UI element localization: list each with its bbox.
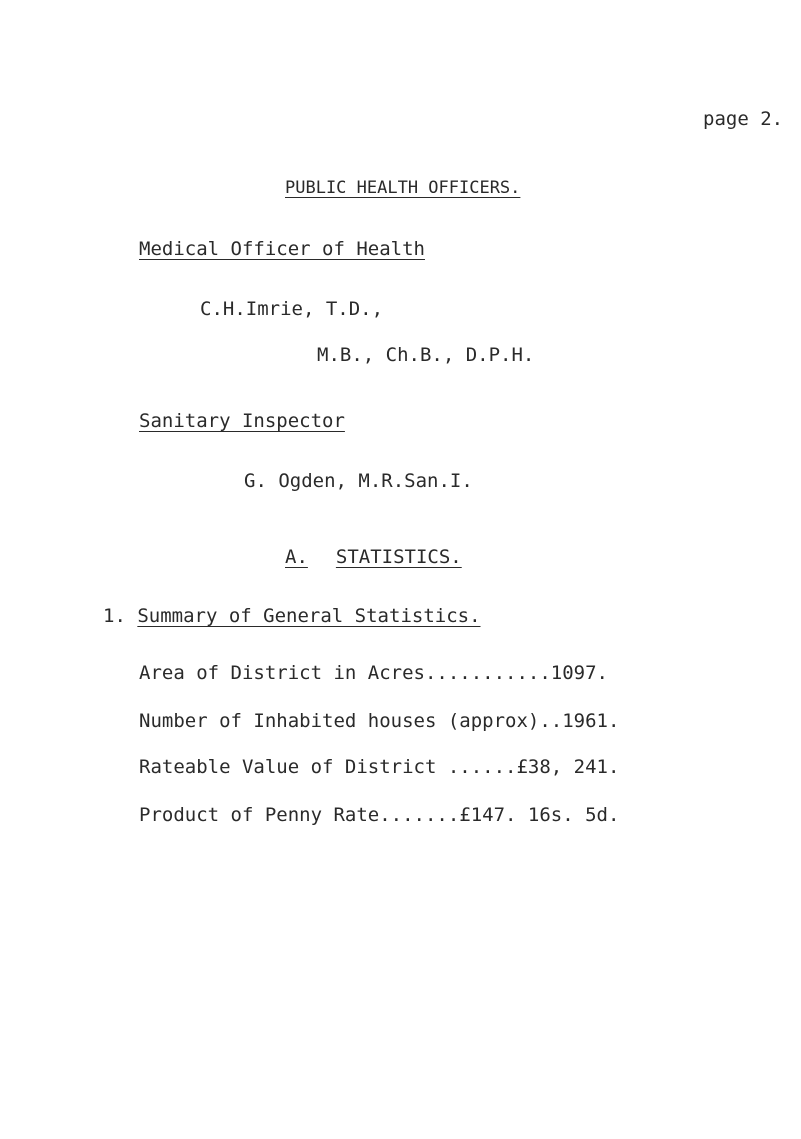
stat-row-inhabited-houses: Number of Inhabited houses (approx)..1961. [139, 710, 620, 732]
public-health-officers-heading: PUBLIC HEALTH OFFICERS. [285, 178, 521, 198]
page-number: page 2. [703, 108, 784, 130]
stat-row-rateable-value: Rateable Value of District ......£38, 241. [139, 756, 620, 778]
medical-officer-name: C.H.Imrie, T.D., [200, 298, 384, 320]
statistics-heading [285, 546, 462, 568]
medical-officer-heading: Medical Officer of Health [139, 238, 425, 260]
summary-title: Summary of General Statistics. [137, 605, 481, 627]
medical-officer-qualifications: M.B., Ch.B., D.P.H. [317, 344, 535, 366]
summary-heading [103, 605, 481, 627]
stat-row-area: Area of District in Acres...........1097. [139, 662, 608, 684]
statistics-section-letter: A. [285, 546, 308, 568]
summary-number: 1. [103, 605, 126, 627]
statistics-title: STATISTICS. [335, 546, 462, 568]
sanitary-inspector-name: G. Ogden, M.R.San.I. [244, 470, 473, 492]
sanitary-inspector-heading: Sanitary Inspector [139, 410, 345, 432]
stat-row-penny-rate: Product of Penny Rate.......£147. 16s. 5d. [139, 804, 620, 826]
